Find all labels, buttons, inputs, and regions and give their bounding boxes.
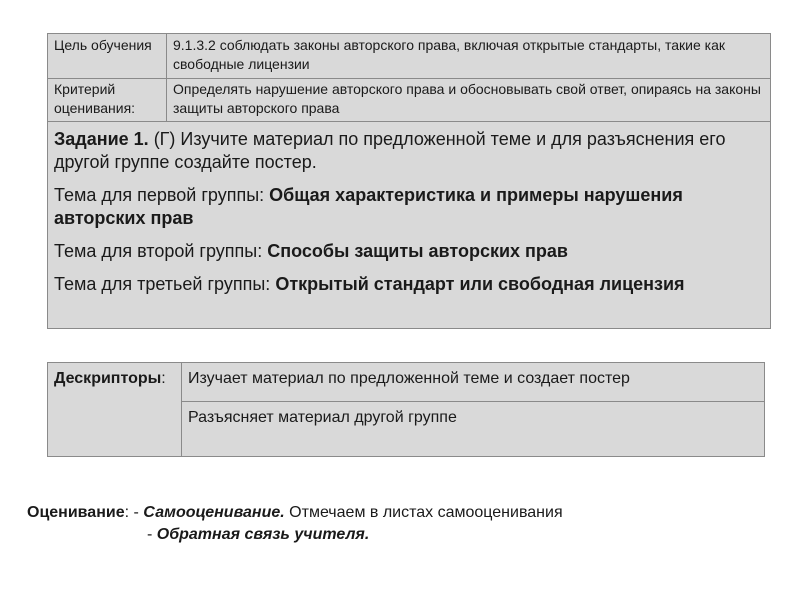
group-3-topic bbox=[54, 273, 764, 296]
assessment-label: Оценивание bbox=[27, 504, 125, 521]
criterion-value: Определять нарушение авторского права и обосновывать свой ответ, опираясь на законы защиты авторского права bbox=[167, 79, 771, 122]
group-2-label: Тема для второй группы: bbox=[54, 241, 268, 261]
task-title: Задание 1. bbox=[54, 129, 149, 149]
objective-label: Цель обучения bbox=[48, 34, 167, 79]
task-intro bbox=[54, 128, 764, 174]
task-row bbox=[48, 122, 771, 329]
objective-value: 9.1.3.2 соблюдать законы авторского права, включая открытые стандарты, такие как свободные лицензии bbox=[167, 34, 771, 79]
task-text: (Г) Изучите материал по предложенной теме и для разъяснения его другой группе создайте постер. bbox=[54, 129, 726, 172]
assessment-block bbox=[27, 502, 563, 546]
task-cell bbox=[48, 122, 771, 329]
group-1-topic-text: Общая характеристика и примеры нарушения авторских прав bbox=[54, 185, 683, 228]
group-3-label: Тема для третьей группы: bbox=[54, 274, 276, 294]
group-2-topic bbox=[54, 240, 764, 263]
group-3-topic-text: Открытый стандарт или свободная лицензия bbox=[275, 274, 685, 294]
descriptor-row bbox=[48, 363, 765, 402]
assessment-line-2 bbox=[27, 524, 563, 546]
descriptor-item-2: Разъясняет материал другой группе bbox=[182, 402, 765, 457]
self-assessment-note: Отмечаем в листах самооценивания bbox=[284, 504, 563, 521]
descriptors-table bbox=[47, 362, 765, 457]
criterion-label: Критерий оценивания: bbox=[48, 79, 167, 122]
descriptors-label: Дескрипторы bbox=[54, 370, 162, 387]
lesson-table bbox=[47, 33, 771, 329]
group-1-label: Тема для первой группы: bbox=[54, 185, 270, 205]
descriptor-item-1: Изучает материал по предложенной теме и создает постер bbox=[182, 363, 765, 402]
assessment-sep-2: - bbox=[147, 526, 157, 543]
criterion-row bbox=[48, 79, 771, 122]
descriptors-label-cell bbox=[48, 363, 182, 457]
assessment-sep-1: : - bbox=[124, 504, 144, 521]
descriptors-label-suffix: : bbox=[161, 370, 166, 387]
group-2-topic-text: Способы защиты авторских прав bbox=[267, 241, 568, 261]
objective-row bbox=[48, 34, 771, 79]
teacher-feedback: Обратная связь учителя. bbox=[156, 526, 370, 543]
group-1-topic bbox=[54, 184, 764, 230]
assessment-line-1 bbox=[27, 502, 563, 524]
self-assessment: Самооценивание. bbox=[143, 504, 285, 521]
